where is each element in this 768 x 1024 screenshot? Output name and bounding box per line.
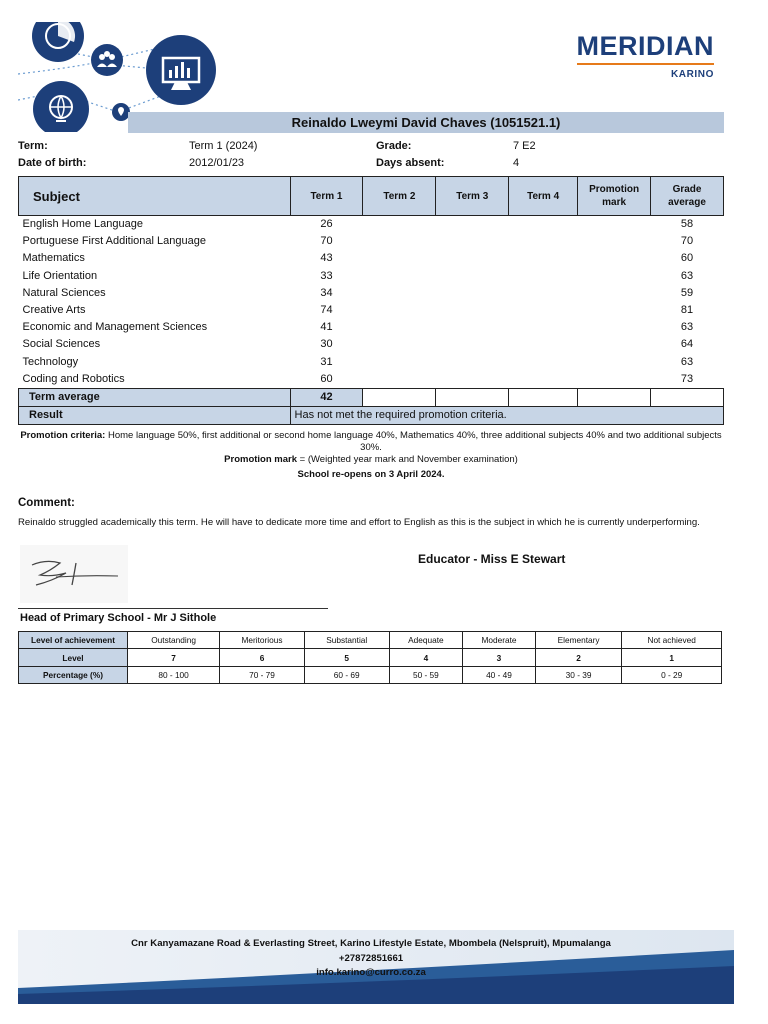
grade-average: 81 — [680, 304, 694, 317]
presentation-chart-icon — [146, 35, 216, 105]
subject-name: Social Sciences — [22, 338, 101, 351]
days-absent-label: Days absent: — [376, 157, 445, 169]
term1-mark: 33 — [320, 269, 333, 282]
level-name: Adequate — [389, 632, 463, 649]
term1-mark: 43 — [320, 252, 333, 265]
level-number: 3 — [463, 649, 536, 666]
subject-name: Life Orientation — [22, 269, 98, 282]
term-average-label: Term average — [19, 388, 291, 406]
brand-name: MERIDIAN — [576, 31, 714, 61]
level-number: 7 — [128, 649, 220, 666]
grade-average-header: Grade average — [651, 177, 724, 216]
grade-average: 63 — [680, 355, 694, 368]
term-average-row — [19, 388, 724, 406]
comment-text: Reinaldo struggled academically this term. He will have to dedicate more time and effort to English as this is the subject in which he is currently underperforming. — [18, 517, 700, 528]
percentage-range: 60 - 69 — [304, 666, 389, 683]
people-icon — [91, 44, 123, 76]
term1-mark: 30 — [320, 338, 333, 351]
subject-name: Natural Sciences — [22, 286, 106, 299]
percentage-range: 40 - 49 — [463, 666, 536, 683]
level-name: Elementary — [535, 632, 622, 649]
grade-label: Grade: — [376, 140, 412, 152]
footer-phone: +27872851661 — [338, 952, 404, 964]
term1-header: Term 1 — [290, 177, 363, 216]
signature-line — [18, 608, 328, 609]
grade-average: 63 — [680, 269, 694, 282]
grade-value: 7 E2 — [513, 140, 536, 152]
term2-header: Term 2 — [363, 177, 436, 216]
campus-name: KARINO — [670, 69, 714, 80]
subject-name: Creative Arts — [22, 304, 86, 317]
table-row — [19, 354, 724, 371]
term1-mark: 41 — [320, 321, 333, 334]
comment-heading: Comment: — [18, 497, 75, 509]
grade-average: 59 — [680, 286, 694, 299]
subject-header: Subject — [19, 177, 291, 216]
student-name-banner: Reinaldo Lweymi David Chaves (1051521.1) — [128, 112, 724, 133]
term1-mark: 31 — [320, 355, 333, 368]
reopen-note: School re-opens on 3 April 2024. — [297, 469, 445, 480]
term1-mark: 34 — [320, 286, 333, 299]
level-number: 6 — [220, 649, 305, 666]
term1-mark: 26 — [320, 218, 333, 231]
term1-mark: 60 — [320, 372, 333, 385]
globe-icon — [33, 81, 89, 132]
days-absent-value: 4 — [513, 157, 520, 169]
grade-average: 64 — [680, 338, 694, 351]
table-row — [19, 268, 724, 285]
percentage-range: 30 - 39 — [535, 666, 622, 683]
promotion-criteria — [18, 430, 724, 481]
table-row — [19, 250, 724, 267]
percentage-row — [19, 666, 722, 683]
promotion-mark-text: = (Weighted year mark and November examination) — [297, 454, 518, 465]
promotion-mark-header: Promotion mark — [578, 177, 651, 216]
promotion-mark-label: Promotion mark — [224, 454, 298, 465]
term1-mark: 74 — [320, 304, 333, 317]
achievement-name-row — [19, 632, 722, 649]
table-row — [19, 371, 724, 389]
level-number: 5 — [304, 649, 389, 666]
grade-average: 73 — [680, 372, 694, 385]
level-name: Not achieved — [622, 632, 722, 649]
level-name: Meritorious — [220, 632, 305, 649]
grade-average: 60 — [680, 252, 694, 265]
level-number: 1 — [622, 649, 722, 666]
term1-mark: 70 — [320, 235, 333, 248]
pie-chart-icon — [32, 22, 84, 62]
table-row — [19, 233, 724, 250]
table-row — [19, 336, 724, 353]
table-row — [19, 302, 724, 319]
level-name: Moderate — [463, 632, 536, 649]
term-value: Term 1 (2024) — [189, 140, 258, 152]
level-number: 2 — [535, 649, 622, 666]
educator-signature — [20, 545, 128, 603]
level-label: Level — [19, 649, 128, 666]
percentage-range: 80 - 100 — [128, 666, 220, 683]
footer-address: Cnr Kanyamazane Road & Everlasting Street, Karino Lifestyle Estate, Mbombela (Nelspruit), Mpumalanga — [131, 938, 611, 949]
percentage-label: Percentage (%) — [19, 666, 128, 683]
school-logo — [577, 32, 715, 80]
table-row — [19, 319, 724, 336]
subject-name: English Home Language — [22, 218, 143, 231]
subject-name: Mathematics — [22, 252, 85, 265]
result-label: Result — [19, 407, 291, 425]
dob-value: 2012/01/23 — [189, 157, 245, 169]
dob-label: Date of birth: — [18, 157, 87, 169]
marks-table — [18, 176, 724, 425]
grade-average: 63 — [680, 321, 694, 334]
level-name: Substantial — [304, 632, 389, 649]
marks-header-row — [19, 177, 724, 216]
level-of-achievement-label: Level of achievement — [19, 632, 128, 649]
footer-email: info.karino@curro.co.za — [316, 967, 426, 978]
percentage-range: 0 - 29 — [622, 666, 722, 683]
term3-header: Term 3 — [436, 177, 509, 216]
grade-average: 70 — [680, 235, 694, 248]
achievement-levels-table — [18, 631, 722, 684]
term4-header: Term 4 — [509, 177, 578, 216]
table-row — [19, 216, 724, 234]
percentage-range: 70 - 79 — [220, 666, 305, 683]
subject-name: Portuguese First Additional Language — [22, 235, 206, 248]
head-of-school: Head of Primary School - Mr J Sithole — [20, 612, 217, 624]
criteria-label: Promotion criteria: — [20, 430, 106, 441]
percentage-range: 50 - 59 — [389, 666, 463, 683]
subject-name: Coding and Robotics — [22, 372, 125, 385]
result-value: Has not met the required promotion criteria. — [290, 407, 723, 425]
term-label: Term: — [18, 140, 48, 152]
term-average-value: 42 — [290, 388, 363, 406]
criteria-text: Home language 50%, first additional or second home language 40%, Mathematics 40%, three additional subjects 40% and two additional subjects 30%. — [105, 430, 722, 453]
footer-contact — [18, 937, 724, 981]
table-row — [19, 285, 724, 302]
level-number-row — [19, 649, 722, 666]
subject-name: Technology — [22, 355, 79, 368]
grade-average: 58 — [680, 218, 694, 231]
result-row — [19, 407, 724, 425]
level-name: Outstanding — [128, 632, 220, 649]
subject-name: Economic and Management Sciences — [22, 321, 208, 334]
level-number: 4 — [389, 649, 463, 666]
educator-name: Educator - Miss E Stewart — [418, 552, 566, 566]
brand-rule — [577, 63, 715, 65]
